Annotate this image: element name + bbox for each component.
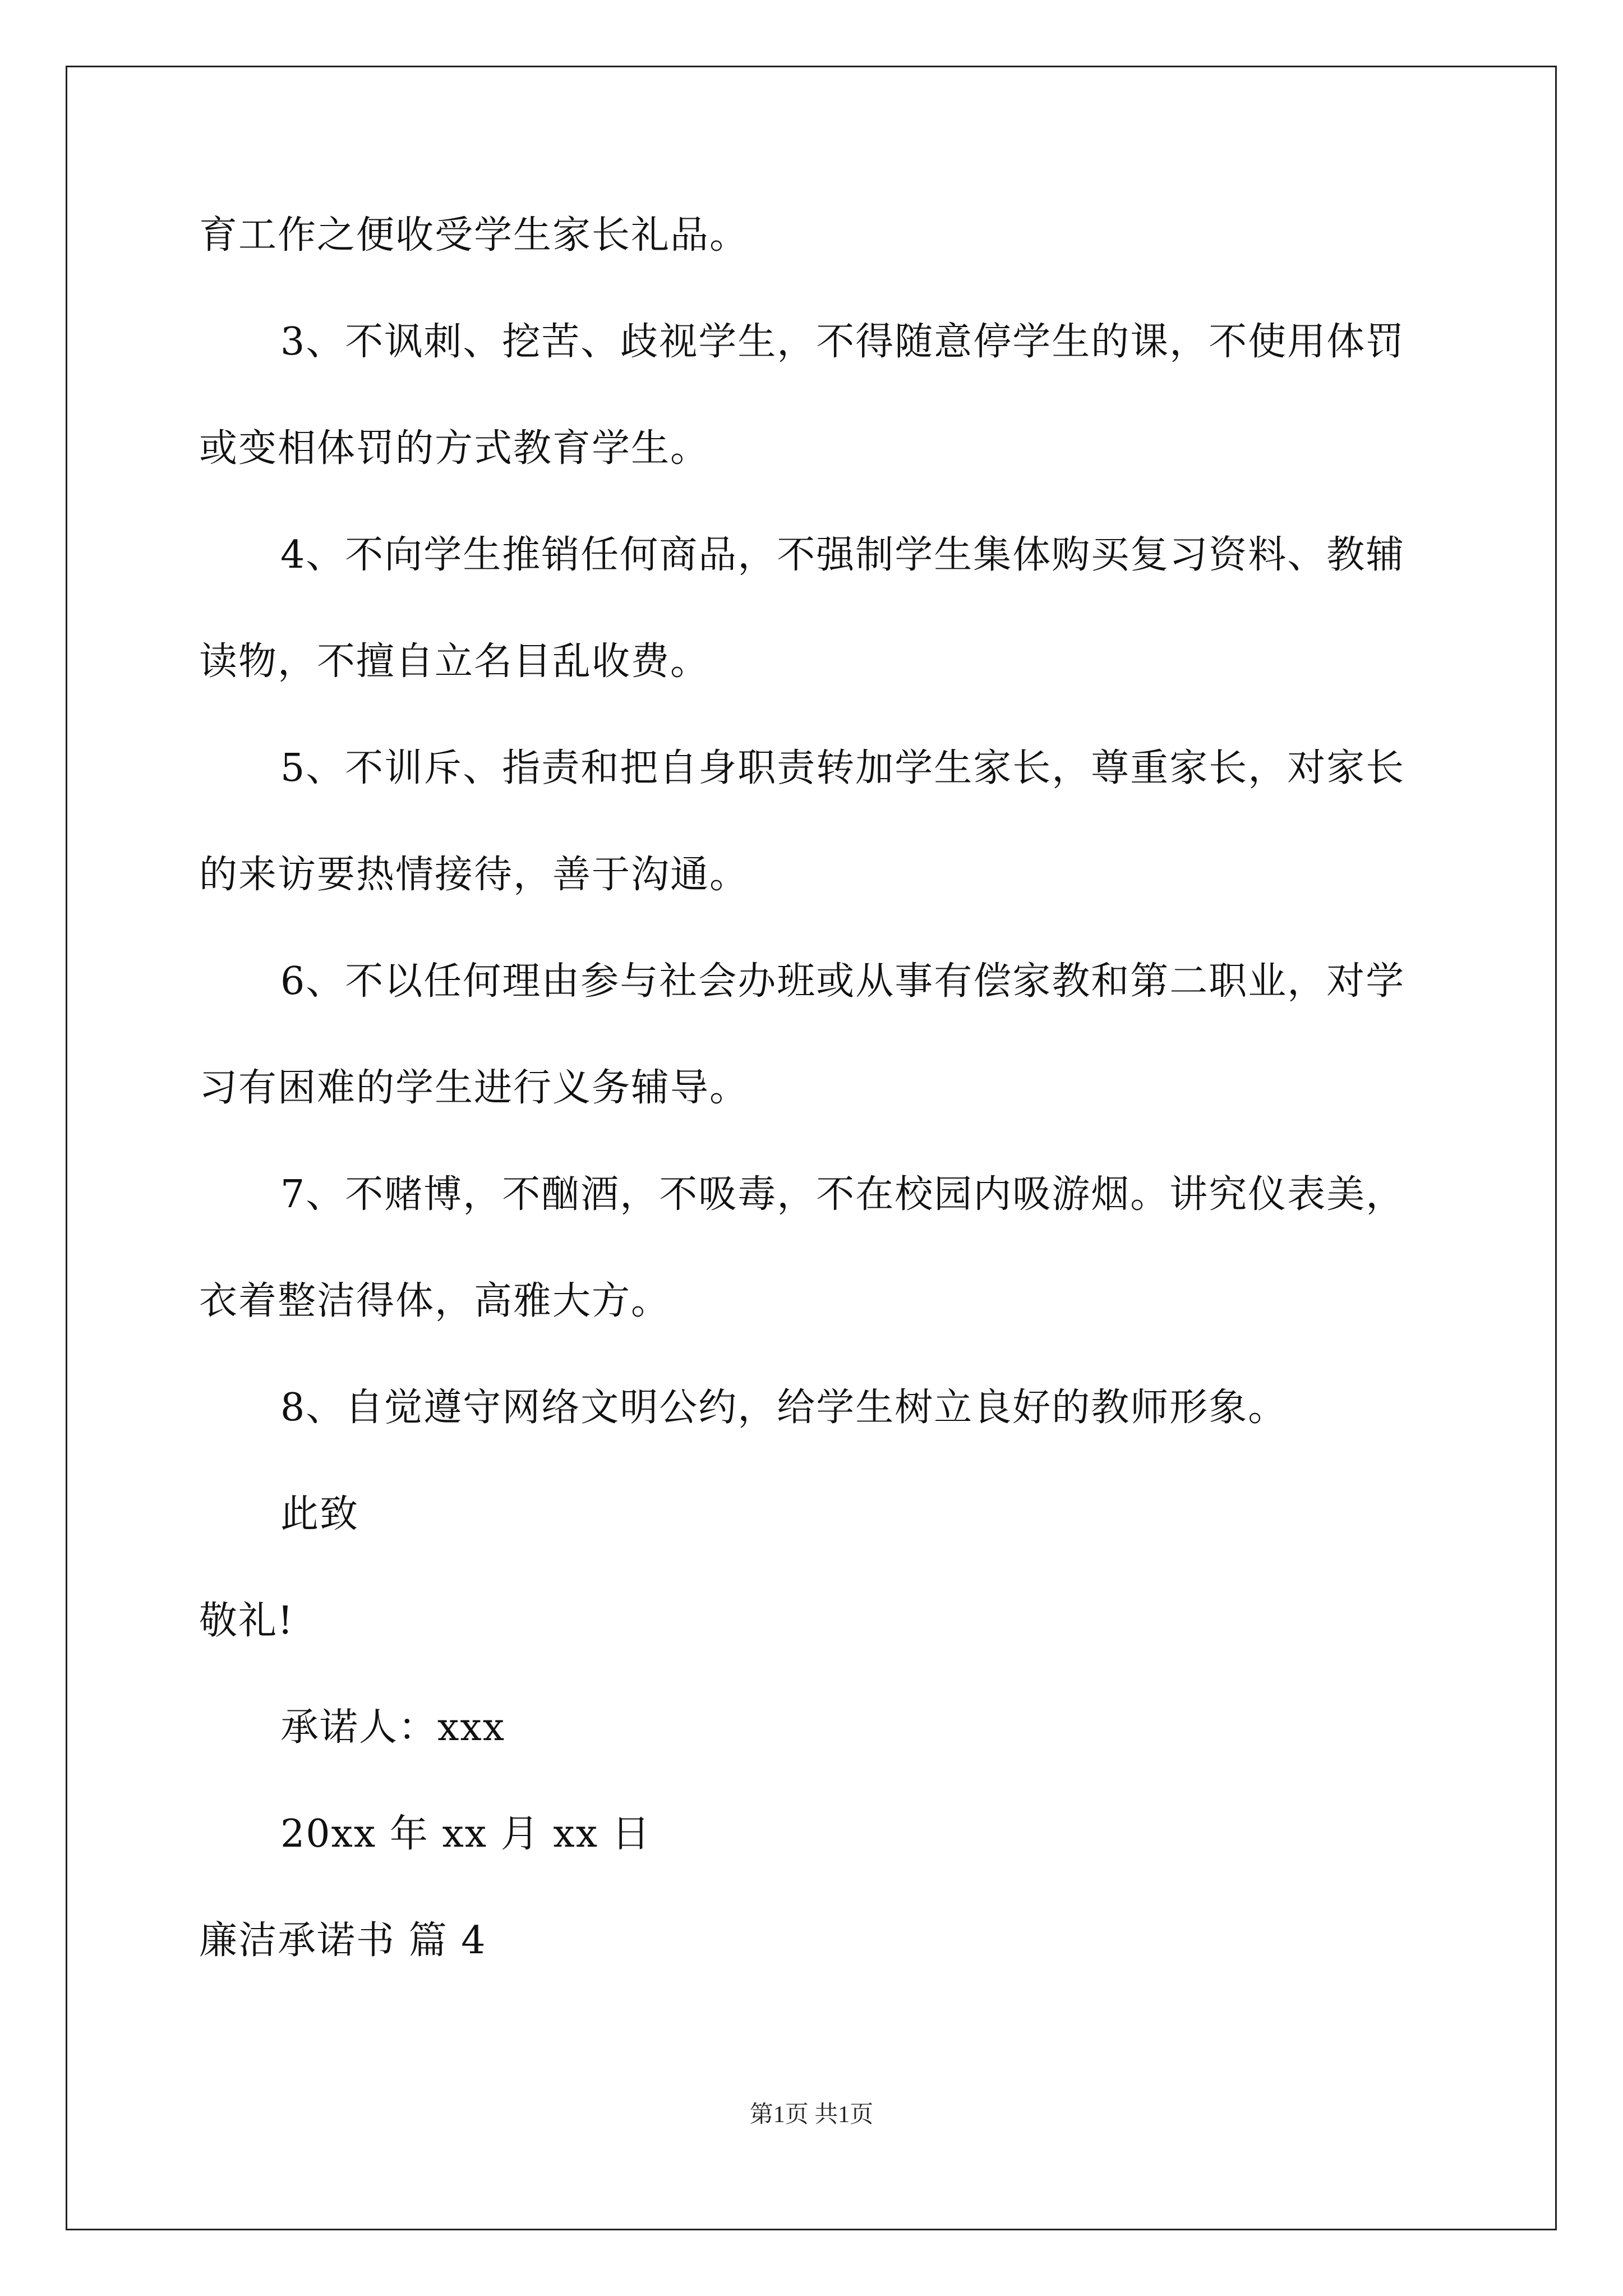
text-line: 6、不以任何理由参与社会办班或从事有偿家教和第二职业，对学 [280,959,1405,1004]
signature-date: 20xx 年 xx 月 xx 日 [280,1812,651,1856]
page-number-footer: 第1页 共1页 [749,2102,874,2128]
text-line: 3、不讽刺、挖苦、歧视学生，不得随意停学生的课，不使用体罚 [280,320,1405,364]
text-line: 4、不向学生推销任何商品，不强制学生集体购买复习资料、教辅 [280,533,1405,577]
text-line: 8、自觉遵守网络文明公约，给学生树立良好的教师形象。 [280,1386,1288,1430]
text-line: 或变相体罚的方式教育学生。 [199,426,710,471]
signatory: 承诺人：xxx [280,1705,506,1750]
closing-regards: 敬礼! [199,1599,294,1643]
text-line: 读物，不擅自立名目乱收费。 [199,639,710,684]
page-border [66,66,1557,2230]
text-line: 衣着整洁得体，高雅大方。 [199,1279,671,1323]
text-line: 5、不训斥、指责和把自身职责转加学生家长，尊重家长，对家长 [280,746,1405,790]
text-line: 的来访要热情接待，善于沟通。 [199,853,749,897]
closing-salutation: 此致 [280,1492,359,1536]
text-line: 7、不赌博，不酗酒，不吸毒，不在校园内吸游烟。讲究仪表美， [280,1172,1405,1217]
text-line: 习有困难的学生进行义务辅导。 [199,1066,749,1110]
text-line: 育工作之便收受学生家长礼品。 [199,213,749,257]
section-heading: 廉洁承诺书 篇 4 [199,1918,487,1963]
